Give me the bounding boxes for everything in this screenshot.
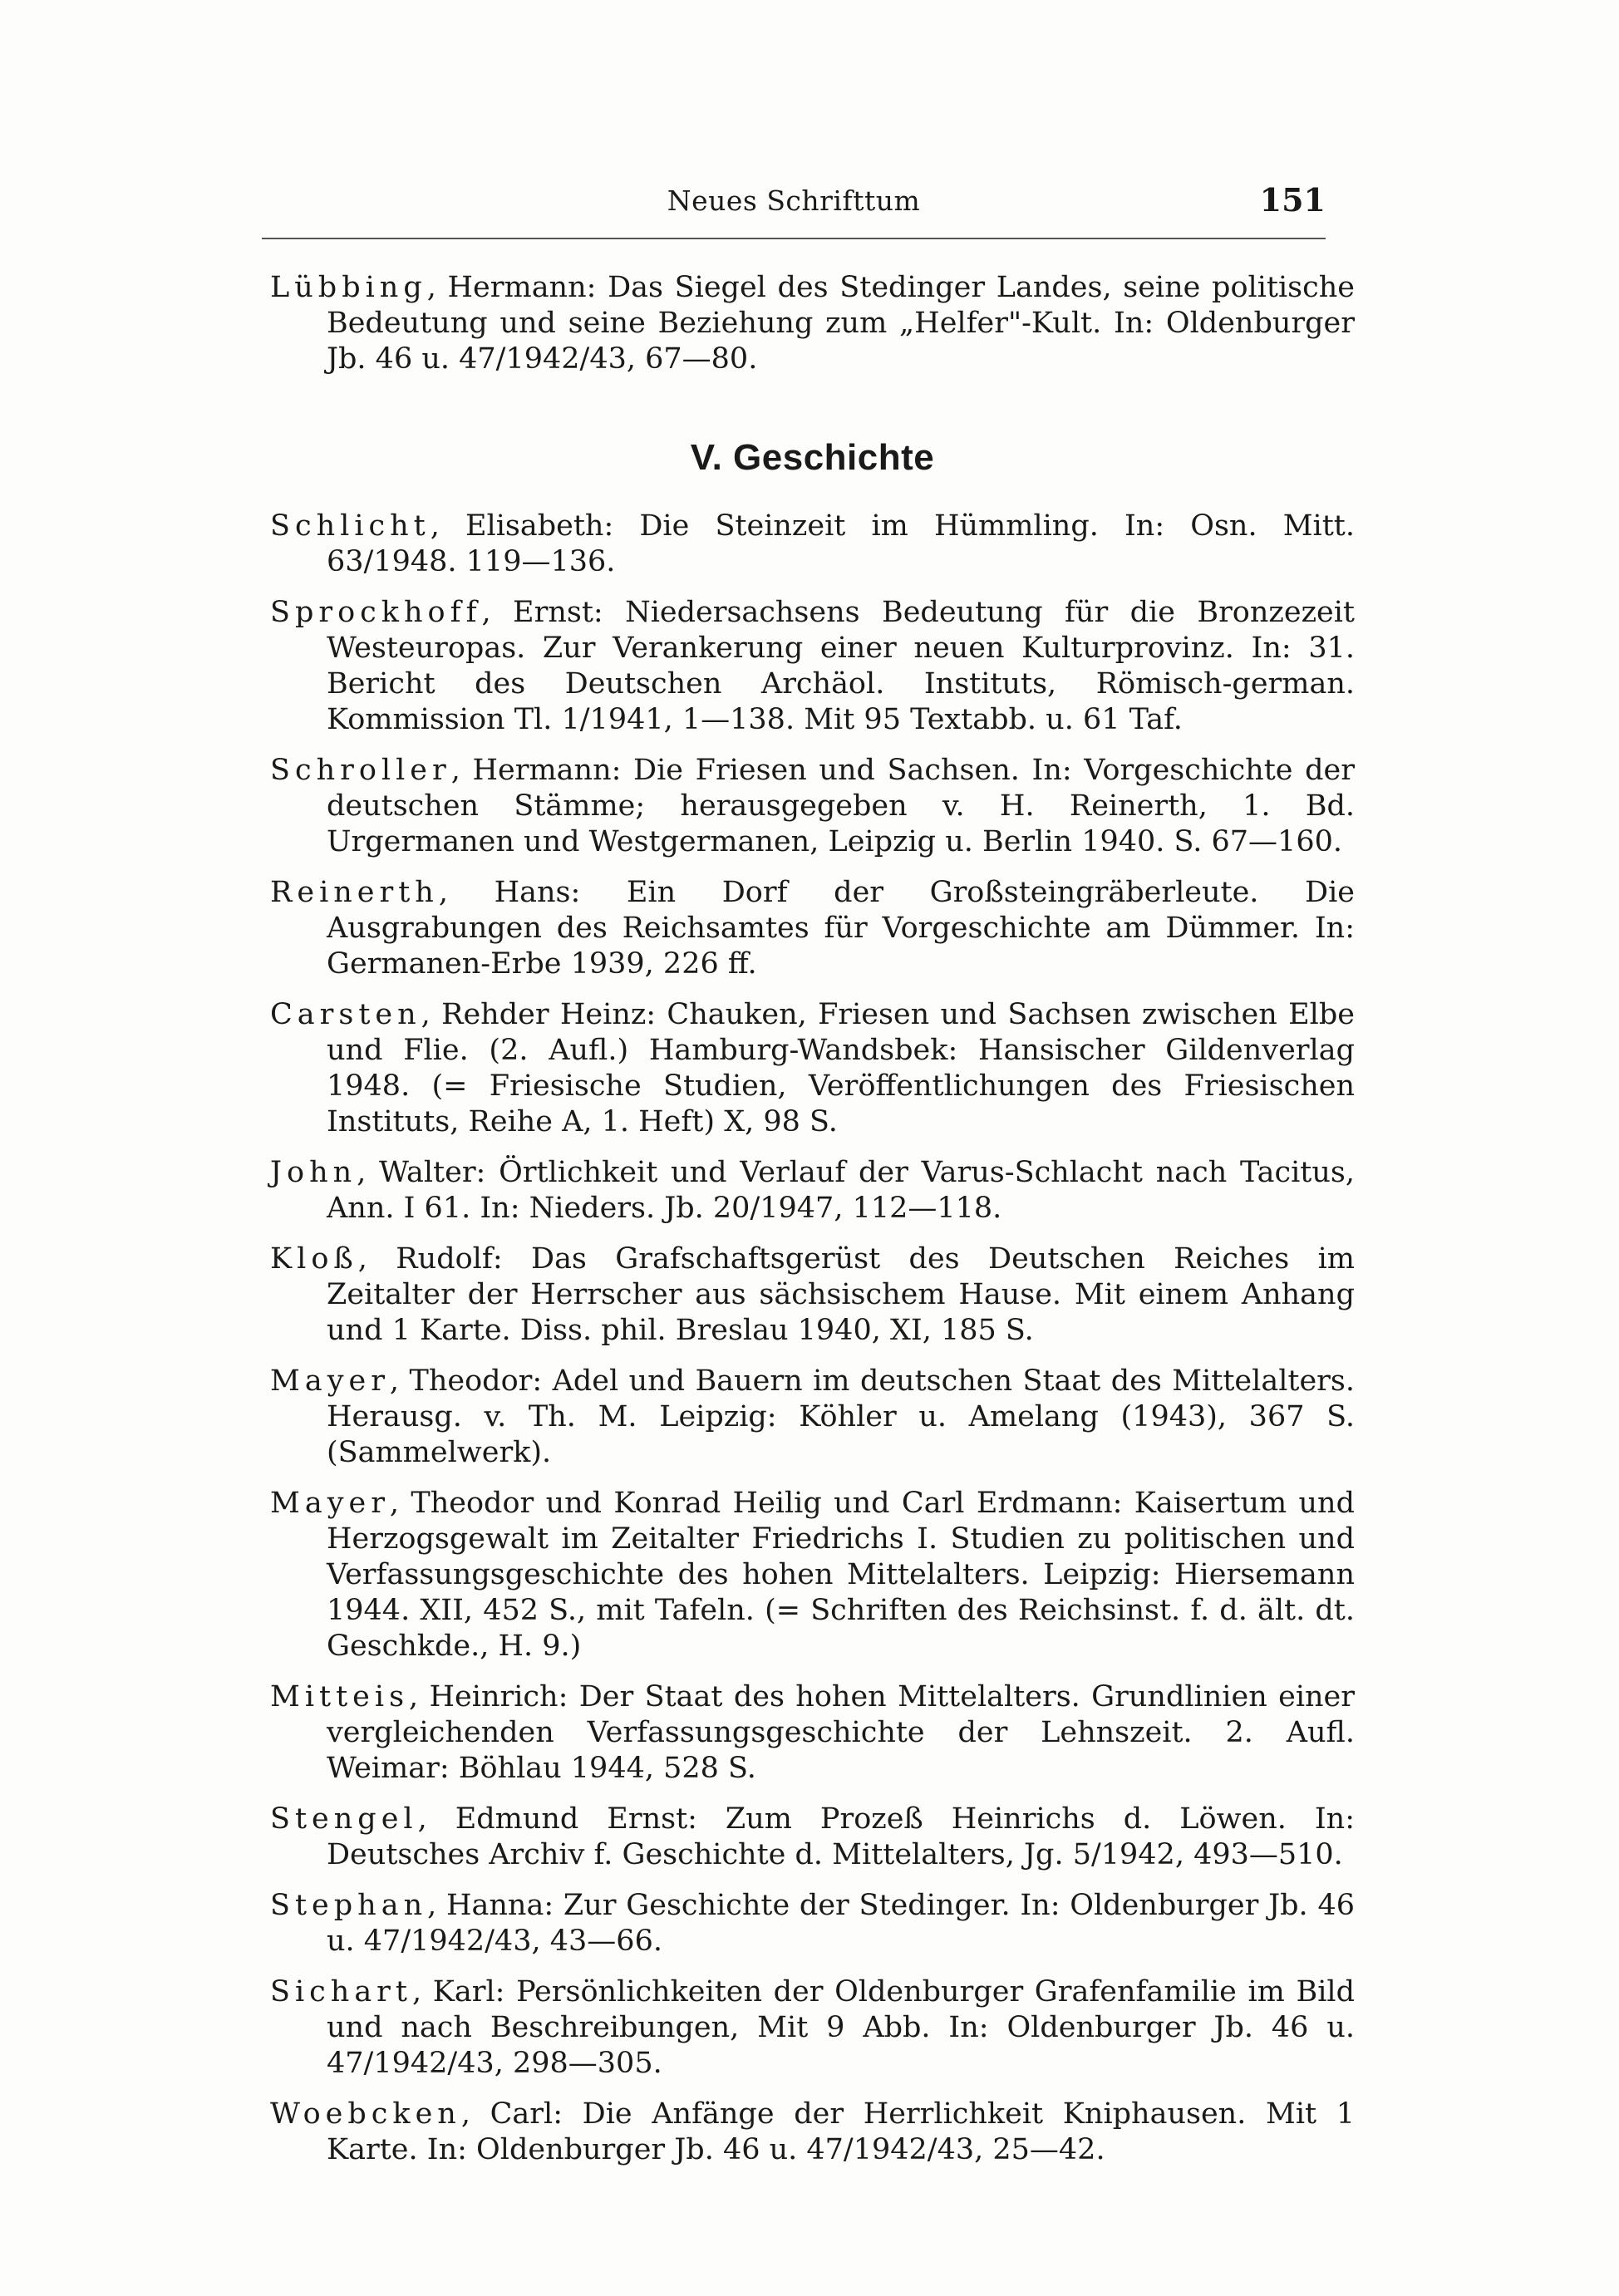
entry-author: Stengel [270, 1802, 418, 1836]
entry-text: , Rudolf: Das Grafschaftsgerüst des Deutschen Reiches im Zeitalter der Herrscher aus sächsischem Hause. Mit einem Anhang und 1 Karte. Diss. phil. Breslau 1940, XI, 185 S. [327, 1242, 1355, 1347]
entry-author: Sprockhoff [270, 596, 482, 629]
bibliography-entry [270, 1241, 1355, 1349]
entry-text: , Hanna: Zur Geschichte der Stedinger. In: Oldenburger Jb. 46 u. 47/1942/43, 43—66. [327, 1889, 1355, 1958]
bibliography-entry [270, 595, 1355, 738]
bibliography-entry [270, 1802, 1355, 1873]
entry-author: Lübbing [270, 271, 427, 304]
entry-text: , Elisabeth: Die Steinzeit im Hümmling. In: Osn. Mitt. 63/1948. 119—136. [327, 509, 1355, 578]
bibliography-entry [270, 753, 1355, 860]
running-title: Neues Schrifttum [667, 184, 921, 217]
entry-text: , Edmund Ernst: Zum Prozeß Heinrichs d. Löwen. In: Deutsches Archiv f. Geschichte d. Mittelalters, Jg. 5/1942, 493—510. [327, 1802, 1355, 1871]
entry-author: Mayer [270, 1364, 390, 1398]
entry-author: Schroller [270, 754, 451, 787]
entry-text: , Walter: Örtlichkeit und Verlauf der Varus-Schlacht nach Tacitus, Ann. I 61. In: Nieders. Jb. 20/1947, 112—118. [327, 1156, 1355, 1225]
running-head [262, 181, 1326, 231]
entry-author: John [270, 1156, 357, 1189]
entry-author: Stephan [270, 1889, 428, 1922]
bibliography-entry [270, 875, 1355, 982]
bibliography-entry [270, 997, 1355, 1140]
bibliography-entry [270, 1364, 1355, 1471]
bibliography-entry [270, 270, 1355, 377]
bibliography-entry [270, 1679, 1355, 1787]
header-rule [262, 238, 1326, 239]
entry-text: , Ernst: Niedersachsens Bedeutung für die Bronzezeit Westeuropas. Zur Verankerung einer neuen Kulturprovinz. In: 31. Bericht des Deutschen Archäol. Instituts, Römisch-german. Kommission Tl. 1/1941, 1—138. Mit 95 Textabb. u. 61 Taf. [327, 596, 1355, 736]
entry-author: Mayer [270, 1487, 390, 1520]
bibliography-entry [270, 1974, 1355, 2082]
entry-author: Sichart [270, 1975, 412, 2008]
entry-text: , Karl: Persönlichkeiten der Oldenburger Grafenfamilie im Bild und nach Beschreibungen, Mit 9 Abb. In: Oldenburger Jb. 46 u. 47/1942/43, 298—305. [327, 1975, 1355, 2080]
bibliography-entry [270, 509, 1355, 580]
entry-author: Woebcken [270, 2097, 461, 2131]
page-number: 151 [1259, 181, 1326, 219]
entry-text: , Theodor und Konrad Heilig und Carl Erdmann: Kaisertum und Herzogsgewalt im Zeitalter Friedrichs I. Studien zu politischen und Verfassungsgeschichte des hohen Mittelalters. Leipzig: Hiersemann 1944. XII, 452 S., mit Tafeln. (= Schriften des Reichsinst. f. d. ält. dt. Geschkde., H. 9.) [327, 1487, 1355, 1663]
entry-author: Mitteis [270, 1680, 410, 1713]
bibliography-entry [270, 1888, 1355, 1959]
entry-author: Kloß [270, 1242, 358, 1276]
entry-author: Carsten [270, 998, 421, 1031]
entry-text: , Carl: Die Anfänge der Herrlichkeit Kniphausen. Mit 1 Karte. In: Oldenburger Jb. 46 u. 47/1942/43, 25—42. [327, 2097, 1355, 2166]
bibliography-entry [270, 1486, 1355, 1664]
entry-author: Schlicht [270, 509, 431, 543]
bibliography-entry [270, 2097, 1355, 2168]
entry-text: , Rehder Heinz: Chauken, Friesen und Sachsen zwischen Elbe und Flie. (2. Aufl.) Hamburg-Wandsbek: Hansischer Gildenverlag 1948. (= Friesische Studien, Veröffentlichungen des Friesischen Instituts, Reihe A, 1. Heft) X, 98 S. [327, 998, 1355, 1138]
entry-text: , Hans: Ein Dorf der Großsteingräberleute. Die Ausgrabungen des Reichsamtes für Vorgeschichte am Dümmer. In: Germanen-Erbe 1939, 226 ff. [327, 876, 1355, 981]
section-heading: V. Geschichte [690, 437, 935, 478]
bibliography-content [270, 270, 1355, 2183]
entry-text: , Hermann: Das Siegel des Stedinger Landes, seine politische Bedeutung und seine Beziehung zum „Helfer"-Kult. In: Oldenburger Jb. 46 u. 47/1942/43, 67—80. [327, 271, 1355, 376]
entry-text: , Heinrich: Der Staat des hohen Mittelalters. Grundlinien einer vergleichenden Verfassungsgeschichte der Lehnszeit. 2. Aufl. Weimar: Böhlau 1944, 528 S. [327, 1680, 1355, 1785]
bibliography-entry [270, 1155, 1355, 1227]
entry-author: Reinerth [270, 876, 439, 909]
entry-text: , Theodor: Adel und Bauern im deutschen Staat des Mittelalters. Herausg. v. Th. M. Leipzig: Köhler u. Amelang (1943), 367 S. (Sammelwerk). [327, 1364, 1355, 1469]
entry-text: , Hermann: Die Friesen und Sachsen. In: Vorgeschichte der deutschen Stämme; herausgegeben v. H. Reinerth, 1. Bd. Urgermanen und Westgermanen, Leipzig u. Berlin 1940. S. 67—160. [327, 754, 1355, 858]
